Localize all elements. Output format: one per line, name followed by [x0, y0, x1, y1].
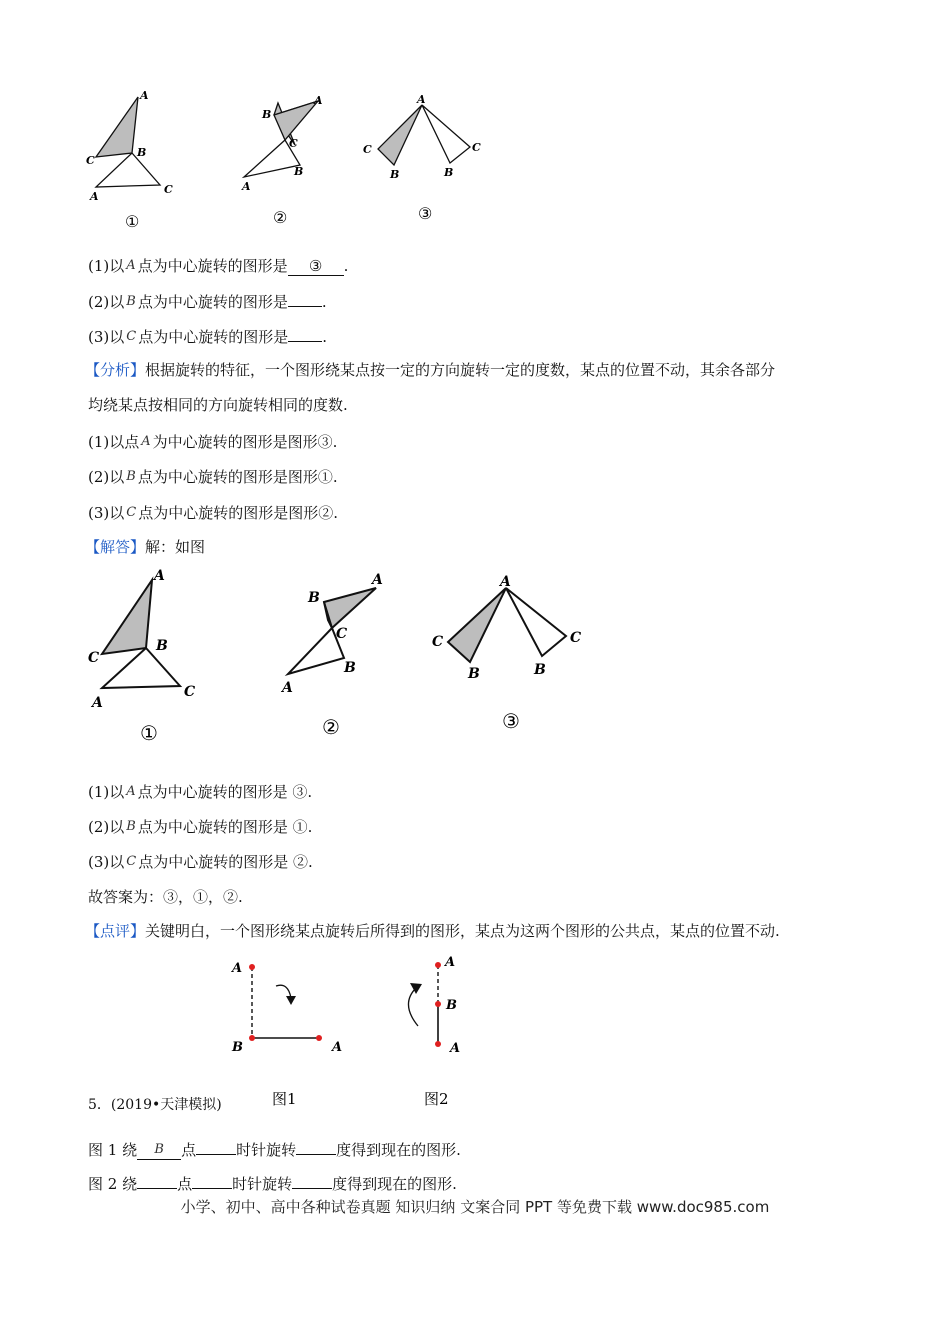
problem5-blank-dir-1: [196, 1154, 236, 1155]
svg-text:B: B: [534, 662, 546, 678]
comment-tag: 【点评】: [85, 922, 146, 940]
svg-text:A: A: [450, 1041, 461, 1056]
svg-text:A: A: [417, 93, 426, 106]
figure-top-3: [363, 93, 481, 223]
svg-text:B: B: [294, 165, 304, 178]
svg-text:C: C: [164, 183, 173, 196]
svg-text:A: A: [282, 680, 293, 696]
svg-text:A: A: [445, 955, 456, 970]
svg-text:A: A: [92, 695, 103, 711]
svg-text:B: B: [468, 666, 480, 682]
answer-blank-2: [288, 306, 322, 307]
problem5-line-1: 图 1 绕 B 点 时针旋转 度得到现在的图形.: [88, 1141, 461, 1159]
caption-1: ①: [125, 212, 140, 231]
svg-text:B: B: [232, 1040, 243, 1055]
svg-text:B: B: [262, 108, 272, 121]
svg-text:A: A: [314, 94, 323, 107]
problem5-line-2: 图 2 绕 点 时针旋转 度得到现在的图形.: [88, 1175, 457, 1193]
answer-line-1: (1)以 A 点为中心旋转的图形是 ③.: [88, 783, 313, 801]
svg-text:A: A: [232, 961, 243, 976]
svg-text:②: ②: [322, 715, 340, 739]
footer-banner: 小学、初中、高中各种试卷真题 知识归纳 文案合同 PPT 等免费下载 www.doc985.com: [180, 1198, 770, 1216]
svg-text:B: B: [137, 146, 147, 159]
figure-top-2: [241, 94, 323, 227]
svg-text:B: B: [446, 998, 457, 1013]
problem5-blank-deg-2: [292, 1188, 332, 1189]
answer-intro: 【解答】解：如图: [85, 538, 206, 556]
svg-text:C: C: [570, 630, 582, 646]
svg-text:C: C: [363, 143, 372, 156]
figure-answer-2: [280, 572, 383, 739]
answer-line-2: (2)以 B 点为中心旋转的图形是 ①.: [88, 818, 313, 836]
svg-text:B: B: [390, 168, 400, 181]
svg-text:A: A: [242, 180, 251, 193]
svg-text:C: C: [472, 141, 481, 154]
comment-text: 【点评】关键明白，一个图形绕某点旋转后所得到的图形，某点为这两个图形的公共点，某点的位置不动.: [85, 922, 780, 940]
svg-text:①: ①: [140, 721, 158, 745]
rotation-figure-1: [230, 961, 342, 1108]
answer-tag: 【解答】: [85, 538, 146, 556]
svg-text:A: A: [332, 1040, 343, 1055]
analysis-line-3: (3)以 C 点为中心旋转的图形是图形②.: [88, 504, 338, 522]
problem5-number: 5．(2019•天津模拟): [88, 1097, 222, 1113]
figure-top-1: [86, 89, 173, 231]
svg-text:A: A: [90, 190, 99, 203]
question-line-3: (3)以 C 点为中心旋转的图形是 .: [88, 328, 327, 346]
figure-rotation: [220, 948, 500, 1118]
svg-text:A: A: [372, 572, 383, 588]
analysis-tag: 【分析】: [85, 361, 146, 379]
svg-text:C: C: [88, 650, 100, 666]
answer-blank-1: ③: [288, 257, 344, 276]
svg-text:B: B: [444, 166, 454, 179]
svg-text:A: A: [140, 89, 149, 102]
question-line-1: (1)以 A 点为中心旋转的图形是 ③ .: [88, 257, 349, 275]
answer-line-3: (3)以 C 点为中心旋转的图形是 ②.: [88, 853, 313, 871]
svg-text:A: A: [500, 574, 511, 590]
svg-text:C: C: [86, 154, 95, 167]
question-line-2: (2)以 B 点为中心旋转的图形是 .: [88, 293, 327, 311]
answer-blank-3: [288, 341, 322, 342]
fig1-caption: 图1: [272, 1090, 297, 1108]
rotation-figure-2: [408, 955, 460, 1108]
svg-text:B: B: [308, 590, 320, 606]
figure-answer: [80, 562, 600, 752]
caption-3: ③: [418, 204, 433, 223]
analysis-line-1: (1)以点 A 为中心旋转的图形是图形③.: [88, 433, 338, 451]
answer-conclusion: 故答案为：③，①，②.: [88, 888, 243, 906]
analysis-text-2: 均绕某点按相同的方向旋转相同的度数.: [88, 396, 348, 414]
svg-text:B: B: [344, 660, 356, 676]
svg-text:C: C: [184, 684, 196, 700]
figure-answer-3: [432, 574, 581, 733]
svg-text:C: C: [432, 634, 444, 650]
problem5-blank-center-2: [137, 1188, 177, 1189]
figure-answer-1: [88, 568, 195, 745]
svg-text:C: C: [289, 137, 298, 150]
problem5-blank-deg-1: [296, 1154, 336, 1155]
problem5-blank-dir-2: [192, 1188, 232, 1189]
svg-text:C: C: [336, 626, 348, 642]
caption-2: ②: [273, 208, 288, 227]
analysis-text-1: 【分析】根据旋转的特征，一个图形绕某点按一定的方向旋转一定的度数，某点的位置不动，其余各部分: [85, 361, 776, 379]
problem5-blank-center-1: B: [137, 1141, 181, 1160]
analysis-line-2: (2)以 B 点为中心旋转的图形是图形①.: [88, 468, 338, 486]
svg-text:B: B: [156, 638, 168, 654]
svg-text:A: A: [154, 568, 165, 584]
fig2-caption: 图2: [424, 1090, 449, 1108]
figure-top: [80, 85, 520, 235]
svg-text:③: ③: [502, 709, 520, 733]
